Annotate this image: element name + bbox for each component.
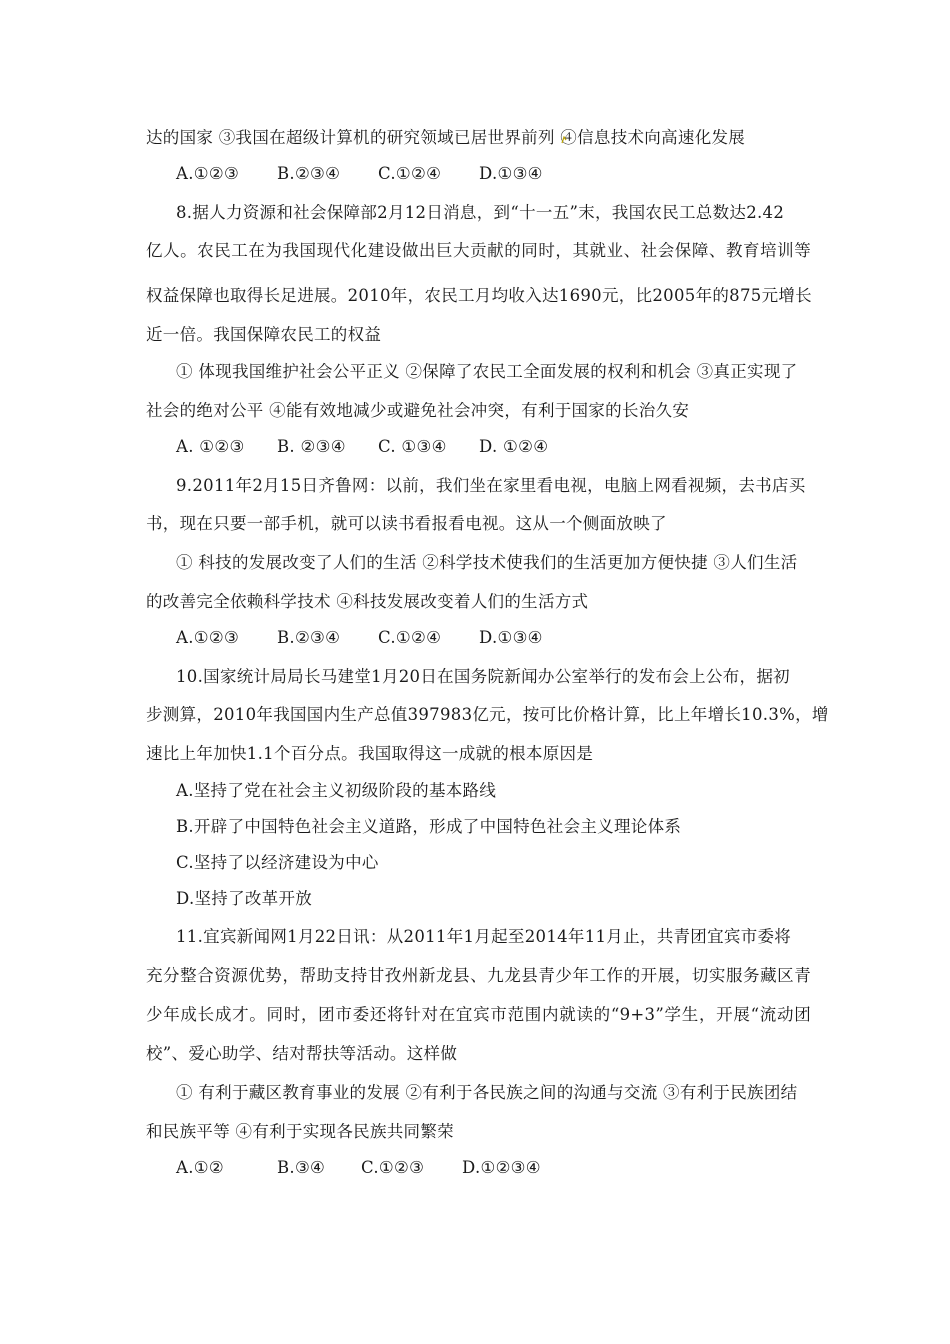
q11-options bbox=[176, 1157, 541, 1179]
q8-option-c: C. ①③④ bbox=[378, 437, 447, 456]
q8-option-b: B. ②③④ bbox=[277, 437, 346, 456]
q11-option-d: D.①②③④ bbox=[462, 1158, 541, 1177]
q7-line-end: 达的国家 ③我国在超级计算机的研究领域已居世界前列 ④信息技术向高速化发展 bbox=[146, 128, 746, 147]
q7-option-c: C.①②④ bbox=[378, 164, 442, 183]
q7-option-a: A.①②③ bbox=[176, 164, 240, 183]
q11-stem-line-2: 充分整合资源优势，帮助支持甘孜州新龙县、九龙县青少年工作的开展，切实服务藏区青 bbox=[146, 966, 811, 985]
q10-stem-line-1: 10.国家统计局局长马建堂1月20日在国务院新闻办公室举行的发布会上公布，据初 bbox=[176, 667, 790, 686]
q9-option-d: D.①③④ bbox=[479, 628, 543, 647]
q8-stem-line-4: 近一倍。我国保障农民工的权益 bbox=[146, 325, 382, 344]
q8-stem-line-1: 8.据人力资源和社会保障部2月12日消息，到“十一五”末，我国农民工总数达2.42 bbox=[176, 203, 785, 222]
q11-statements-line-1: ① 有利于藏区教育事业的发展 ②有利于各民族之间的沟通与交流 ③有利于民族团结 bbox=[176, 1083, 798, 1102]
q8-statements-line-1: ① 体现我国维护社会公平正义 ②保障了农民工全面发展的权利和机会 ③真正实现了 bbox=[176, 362, 798, 381]
q9-statements-line-1: ① 科技的发展改变了人们的生活 ②科学技术使我们的生活更加方便快捷 ③人们生活 bbox=[176, 553, 798, 572]
q7-options bbox=[176, 163, 543, 185]
q10-option-d: D.坚持了改革开放 bbox=[176, 889, 313, 908]
q9-option-c: C.①②④ bbox=[378, 628, 442, 647]
q9-option-b: B.②③④ bbox=[277, 628, 341, 647]
annotation-mark-icon bbox=[561, 136, 567, 144]
q11-stem-line-4: 校”、爱心助学、结对帮扶等活动。这样做 bbox=[146, 1044, 458, 1063]
q9-statements-line-2: 的改善完全依赖科学技术 ④科技发展改变着人们的生活方式 bbox=[146, 592, 589, 611]
q11-stem-line-3: 少年成长成才。同时，团市委还将针对在宜宾市范围内就读的“9+3”学生，开展“流动团 bbox=[146, 1005, 811, 1024]
q9-stem-line-1: 9.2011年2月15日齐鲁网：以前，我们坐在家里看电视，电脑上网看视频，去书店买 bbox=[176, 476, 806, 495]
q8-stem-line-2: 亿人。农民工在为我国现代化建设做出巨大贡献的同时，其就业、社会保障、教育培训等 bbox=[146, 241, 811, 260]
q10-stem-line-3: 速比上年加快1.1个百分点。我国取得这一成就的根本原因是 bbox=[146, 744, 594, 763]
q8-stem-line-3: 权益保障也取得长足进展。2010年，农民工月均收入达1690元，比2005年的875元增长 bbox=[146, 286, 812, 305]
q11-option-b: B.③④ bbox=[277, 1158, 326, 1177]
q8-statements-line-2: 社会的绝对公平 ④能有效地减少或避免社会冲突，有利于国家的长治久安 bbox=[146, 401, 690, 420]
q11-option-a: A.①② bbox=[176, 1158, 224, 1177]
q8-option-a: A. ①②③ bbox=[176, 437, 245, 456]
q9-stem-line-2: 书，现在只要一部手机，就可以读书看报看电视。这从一个侧面放映了 bbox=[146, 514, 667, 533]
q11-option-c: C.①②③ bbox=[361, 1158, 425, 1177]
q8-options bbox=[176, 436, 548, 458]
q10-stem-line-2: 步测算，2010年我国国内生产总值397983亿元，按可比价格计算，比上年增长10.3%，增 bbox=[146, 705, 829, 724]
q10-option-c: C.坚持了以经济建设为中心 bbox=[176, 853, 379, 872]
q7-option-b: B.②③④ bbox=[277, 164, 341, 183]
q9-option-a: A.①②③ bbox=[176, 628, 240, 647]
q11-stem-line-1: 11.宜宾新闻网1月22日讯：从2011年1月起至2014年11月止，共青团宜宾市委将 bbox=[176, 927, 792, 946]
q9-options bbox=[176, 627, 543, 649]
q8-option-d: D. ①②④ bbox=[479, 437, 549, 456]
q10-option-a: A.坚持了党在社会主义初级阶段的基本路线 bbox=[176, 781, 497, 800]
q10-option-b: B.开辟了中国特色社会主义道路，形成了中国特色社会主义理论体系 bbox=[176, 817, 682, 836]
q11-statements-line-2: 和民族平等 ④有利于实现各民族共同繁荣 bbox=[146, 1122, 454, 1141]
q7-option-d: D.①③④ bbox=[479, 164, 543, 183]
